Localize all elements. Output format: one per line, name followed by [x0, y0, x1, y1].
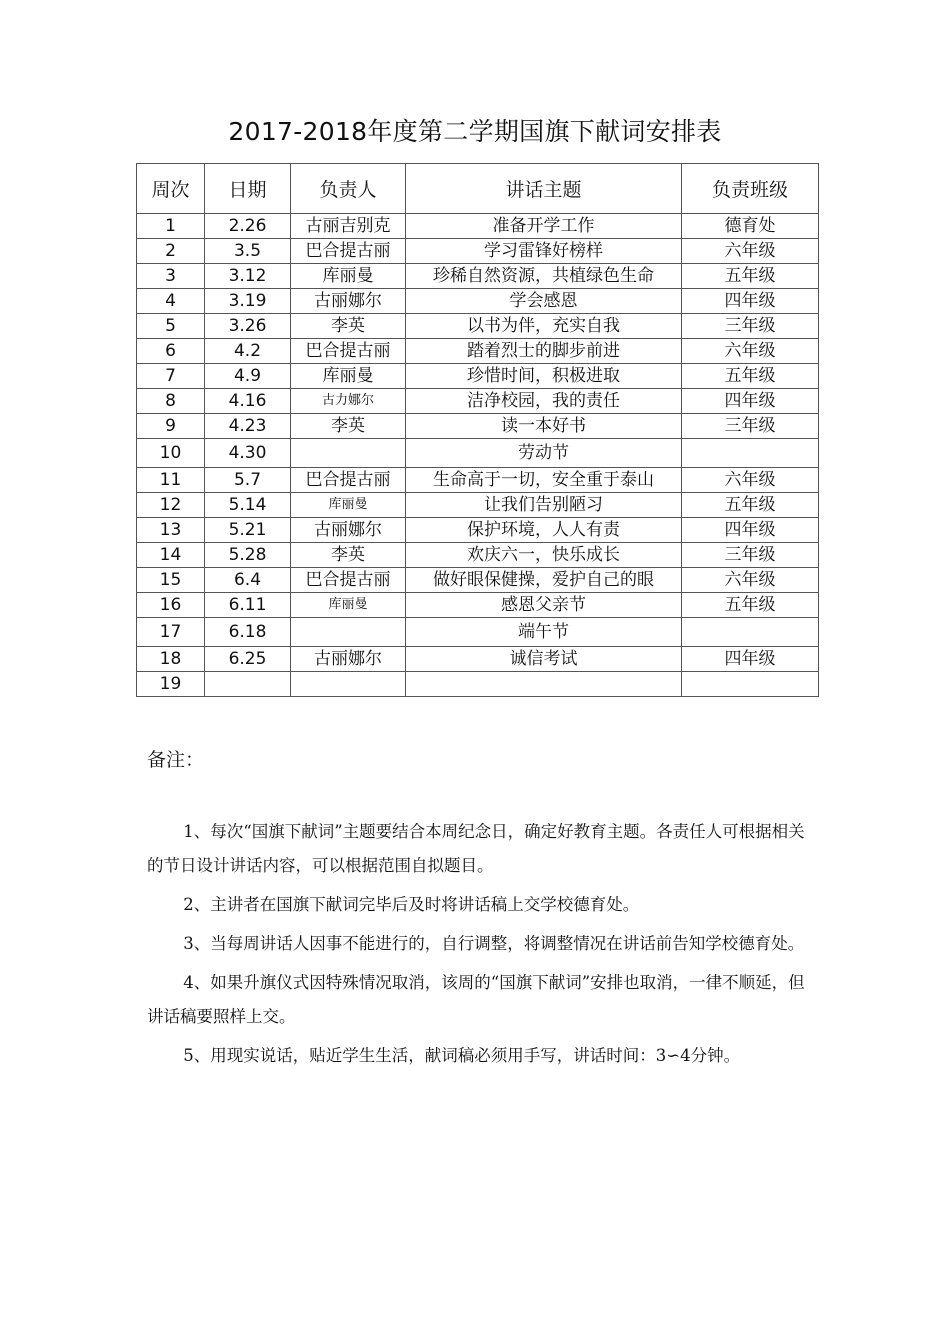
- cell-week: 10: [137, 439, 205, 468]
- cell-topic: 读一本好书: [406, 414, 682, 439]
- cell-person: [291, 439, 406, 468]
- cell-class: 五年级: [682, 264, 819, 289]
- cell-topic: 踏着烈士的脚步前进: [406, 339, 682, 364]
- notes-section: [147, 815, 812, 1078]
- page-title: 2017-2018年度第二学期国旗下献词安排表: [228, 117, 722, 146]
- cell-class: 三年级: [682, 314, 819, 339]
- cell-person: 古丽娜尔: [291, 518, 406, 543]
- cell-topic: 珍惜时间，积极进取: [406, 364, 682, 389]
- cell-date: 2.26: [205, 214, 291, 239]
- cell-person: 巴合提古丽: [291, 568, 406, 593]
- cell-class: 四年级: [682, 289, 819, 314]
- note-item: 4、如果升旗仪式因特殊情况取消，该周的“国旗下献词”安排也取消，一律不顺延，但讲话稿要照样上交。: [147, 973, 805, 1026]
- cell-week: 17: [137, 618, 205, 647]
- cell-week: 19: [137, 672, 205, 697]
- cell-person: [291, 618, 406, 647]
- table-row: [137, 414, 819, 439]
- cell-date: 4.23: [205, 414, 291, 439]
- cell-person: 古丽娜尔: [291, 647, 406, 672]
- cell-person: 巴合提古丽: [291, 339, 406, 364]
- cell-class: [682, 618, 819, 647]
- note-item: 3、当每周讲话人因事不能进行的，自行调整，将调整情况在讲话前告知学校德育处。: [183, 934, 805, 953]
- header-person: 负责人: [291, 164, 406, 214]
- cell-person: 库丽曼: [291, 264, 406, 289]
- cell-week: 14: [137, 543, 205, 568]
- cell-class: 六年级: [682, 239, 819, 264]
- cell-topic: 诚信考试: [406, 647, 682, 672]
- table-row: [137, 593, 819, 618]
- cell-date: 3.12: [205, 264, 291, 289]
- cell-person: 古丽吉别克: [291, 214, 406, 239]
- table-row: [137, 264, 819, 289]
- table-row: [137, 339, 819, 364]
- cell-class: 四年级: [682, 647, 819, 672]
- cell-class: 六年级: [682, 339, 819, 364]
- cell-topic: 以书为伴，充实自我: [406, 314, 682, 339]
- cell-week: 15: [137, 568, 205, 593]
- table-row: [137, 493, 819, 518]
- cell-week: 1: [137, 214, 205, 239]
- note-item: 2、主讲者在国旗下献词完毕后及时将讲话稿上交学校德育处。: [183, 895, 640, 914]
- cell-date: 6.11: [205, 593, 291, 618]
- table-row: [137, 568, 819, 593]
- table-row: [137, 314, 819, 339]
- cell-topic: 学习雷锋好榜样: [406, 239, 682, 264]
- cell-topic: 保护环境，人人有责: [406, 518, 682, 543]
- cell-date: 3.26: [205, 314, 291, 339]
- cell-date: 6.4: [205, 568, 291, 593]
- note-item: 1、每次“国旗下献词”主题要结合本周纪念日，确定好教育主题。各责任人可根据相关的节日设计讲话内容，可以根据范围自拟题目。: [147, 822, 805, 875]
- cell-person: 李英: [291, 414, 406, 439]
- cell-person: [291, 672, 406, 697]
- header-class: 负责班级: [682, 164, 819, 214]
- cell-week: 6: [137, 339, 205, 364]
- table-row: [137, 364, 819, 389]
- table-row: [137, 239, 819, 264]
- cell-week: 11: [137, 468, 205, 493]
- cell-topic: 感恩父亲节: [406, 593, 682, 618]
- cell-date: 4.9: [205, 364, 291, 389]
- cell-date: 5.7: [205, 468, 291, 493]
- cell-date: 3.5: [205, 239, 291, 264]
- cell-week: 5: [137, 314, 205, 339]
- table-row: [137, 543, 819, 568]
- cell-week: 9: [137, 414, 205, 439]
- note-item: 5、用现实说话，贴近学生生活，献词稿必须用手写，讲话时间：3∽4分钟。: [183, 1046, 741, 1065]
- cell-class: 四年级: [682, 518, 819, 543]
- cell-class: 三年级: [682, 543, 819, 568]
- cell-week: 13: [137, 518, 205, 543]
- cell-topic: 让我们告别陋习: [406, 493, 682, 518]
- cell-date: 6.18: [205, 618, 291, 647]
- cell-week: 18: [137, 647, 205, 672]
- cell-week: 4: [137, 289, 205, 314]
- cell-date: [205, 672, 291, 697]
- cell-week: 7: [137, 364, 205, 389]
- cell-date: 3.19: [205, 289, 291, 314]
- header-week: 周次: [137, 164, 205, 214]
- cell-person: 库丽曼: [291, 493, 406, 518]
- cell-class: 五年级: [682, 593, 819, 618]
- cell-topic: 欢庆六一，快乐成长: [406, 543, 682, 568]
- cell-date: 4.30: [205, 439, 291, 468]
- notes-heading: 备注：: [147, 749, 205, 771]
- cell-class: [682, 672, 819, 697]
- cell-topic: 准备开学工作: [406, 214, 682, 239]
- cell-person: 库丽曼: [291, 593, 406, 618]
- cell-class: 五年级: [682, 493, 819, 518]
- cell-date: 4.2: [205, 339, 291, 364]
- table-body: [137, 214, 819, 697]
- cell-week: 2: [137, 239, 205, 264]
- cell-class: 三年级: [682, 414, 819, 439]
- table-header-row: [137, 164, 819, 214]
- cell-person: 李英: [291, 314, 406, 339]
- cell-topic: 学会感恩: [406, 289, 682, 314]
- cell-class: [682, 439, 819, 468]
- cell-person: 巴合提古丽: [291, 239, 406, 264]
- cell-person: 古力娜尔: [291, 389, 406, 414]
- cell-topic: 珍稀自然资源，共植绿色生命: [406, 264, 682, 289]
- cell-topic: 劳动节: [406, 439, 682, 468]
- cell-person: 库丽曼: [291, 364, 406, 389]
- table-row: [137, 672, 819, 697]
- cell-topic: 洁净校园，我的责任: [406, 389, 682, 414]
- cell-class: 六年级: [682, 568, 819, 593]
- cell-class: 六年级: [682, 468, 819, 493]
- cell-date: 5.14: [205, 493, 291, 518]
- cell-date: 5.28: [205, 543, 291, 568]
- cell-person: 古丽娜尔: [291, 289, 406, 314]
- table-row: [137, 468, 819, 493]
- cell-class: 四年级: [682, 389, 819, 414]
- cell-person: 巴合提古丽: [291, 468, 406, 493]
- cell-topic: [406, 672, 682, 697]
- cell-week: 16: [137, 593, 205, 618]
- cell-date: 5.21: [205, 518, 291, 543]
- cell-date: 6.25: [205, 647, 291, 672]
- cell-class: 五年级: [682, 364, 819, 389]
- header-date: 日期: [205, 164, 291, 214]
- cell-week: 3: [137, 264, 205, 289]
- cell-topic: 做好眼保健操，爱护自己的眼: [406, 568, 682, 593]
- cell-class: 德育处: [682, 214, 819, 239]
- cell-topic: 生命高于一切，安全重于泰山: [406, 468, 682, 493]
- table-row: [137, 618, 819, 647]
- table-row: [137, 214, 819, 239]
- table-row: [137, 289, 819, 314]
- table-row: [137, 518, 819, 543]
- schedule-table: [136, 163, 819, 697]
- header-topic: 讲话主题: [406, 164, 682, 214]
- table-row: [137, 647, 819, 672]
- table-row: [137, 389, 819, 414]
- cell-topic: 端午节: [406, 618, 682, 647]
- cell-person: 李英: [291, 543, 406, 568]
- table-row: [137, 439, 819, 468]
- cell-week: 8: [137, 389, 205, 414]
- cell-week: 12: [137, 493, 205, 518]
- cell-date: 4.16: [205, 389, 291, 414]
